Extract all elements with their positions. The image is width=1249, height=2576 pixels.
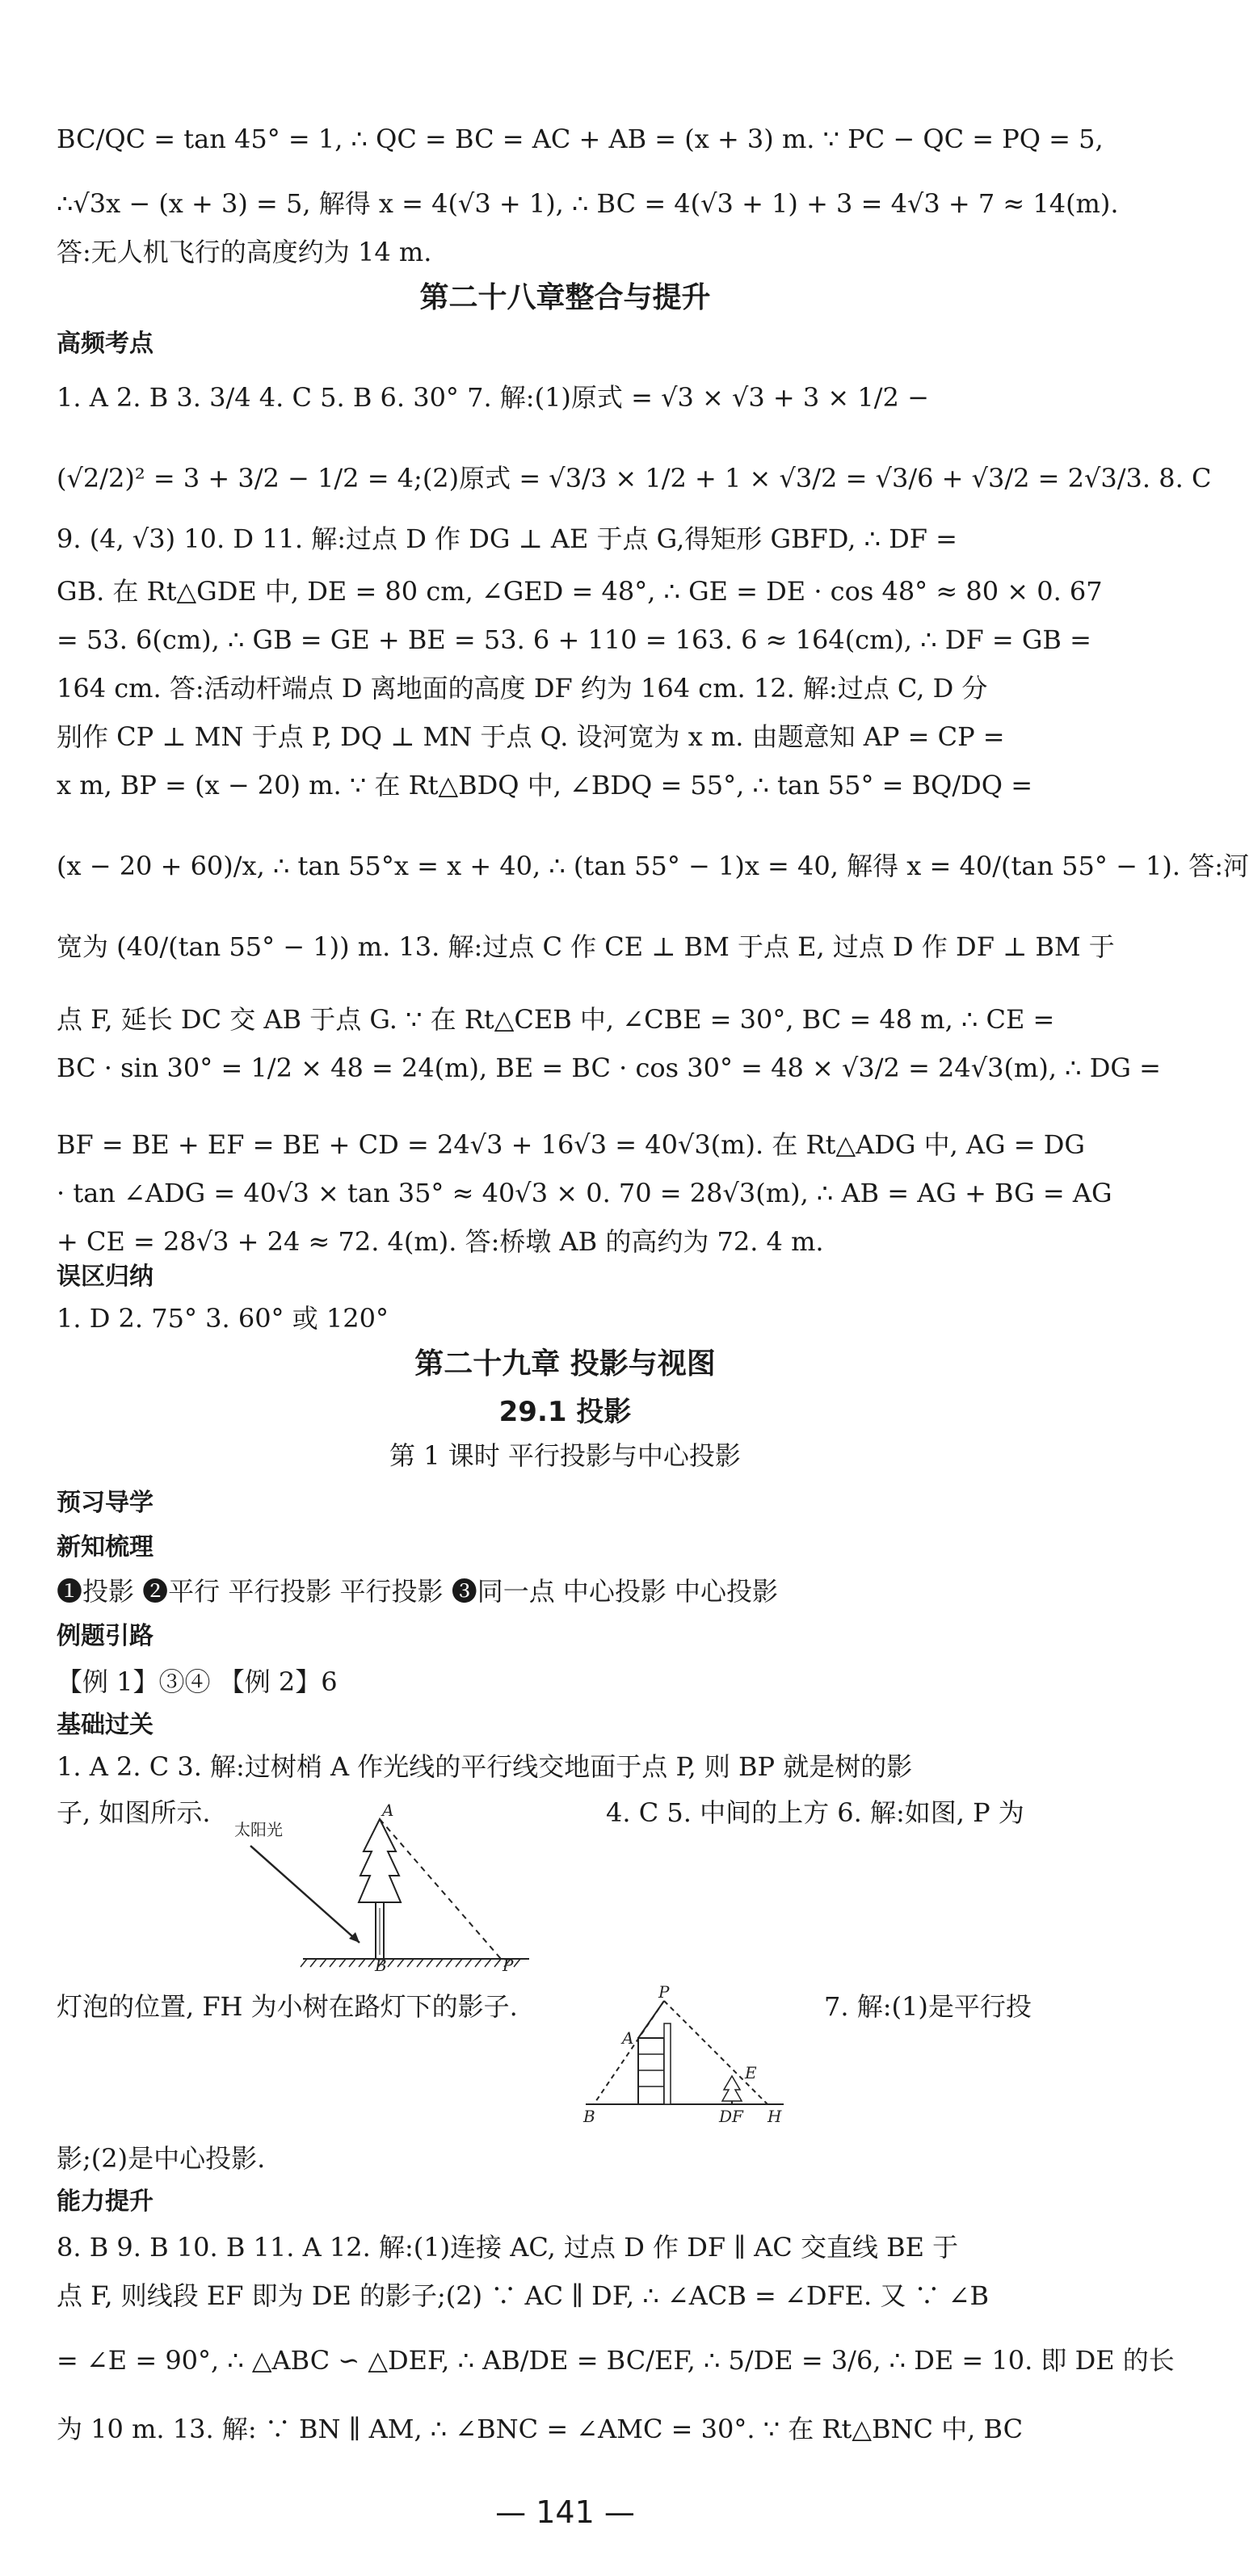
section-heading-high-freq: 高频考点 xyxy=(57,330,153,358)
point-label: A xyxy=(622,2028,634,2048)
text-line: 8. B 9. B 10. B 11. A 12. 解:(1)连接 AC, 过点 D 作 DF ∥ AC 交直线 BE 于 xyxy=(57,2232,959,2263)
chapter-28-title: 第二十八章整合与提升 xyxy=(419,281,711,314)
text-line: ❶投影 ❷平行 平行投影 平行投影 ❸同一点 中心投影 中心投影 xyxy=(57,1576,779,1607)
text-line: 答:无人机飞行的高度约为 14 m. xyxy=(57,237,432,267)
tree-shadow-figure xyxy=(226,1801,549,1975)
section-heading-basics: 基础过关 xyxy=(57,1711,153,1739)
chapter-29-title: 第二十九章 投影与视图 xyxy=(414,1347,716,1380)
text-line: 7. 解:(1)是平行投 xyxy=(824,1991,1032,2022)
point-label: B xyxy=(375,1956,387,1975)
text-line: (x − 20 + 60)/x, ∴ tan 55°x = x + 40, ∴ (tan 55° − 1)x = 40, 解得 x = 40/(tan 55° − 1). 答:河 xyxy=(57,851,1249,881)
text-line: BC · sin 30° = 1/2 × 48 = 24(m), BE = BC · cos 30° = 48 × √3/2 = 24√3(m), ∴ DG = xyxy=(57,1053,1161,1083)
text-line: = ∠E = 90°, ∴ △ABC ∽ △DEF, ∴ AB/DE = BC/EF, ∴ 5/DE = 3/6, ∴ DE = 10. 即 DE 的长 xyxy=(57,2345,1175,2376)
point-label: A xyxy=(382,1801,394,1820)
text-line: 1. D 2. 75° 3. 60° 或 120° xyxy=(57,1303,389,1334)
text-line: 子, 如图所示. xyxy=(57,1797,211,1828)
section-heading-ability: 能力提升 xyxy=(57,2187,153,2216)
text-line: ∴√3x − (x + 3) = 5, 解得 x = 4(√3 + 1), ∴ BC = 4(√3 + 1) + 3 = 4√3 + 7 ≈ 14(m). xyxy=(57,188,1119,219)
text-line: · tan ∠ADG = 40√3 × tan 35° ≈ 40√3 × 0. 70 = 28√3(m), ∴ AB = AG + BG = AG xyxy=(57,1178,1112,1208)
point-label: P xyxy=(658,1982,670,2002)
section-heading-mistakes: 误区归纳 xyxy=(57,1263,153,1291)
text-line: 灯泡的位置, FH 为小树在路灯下的影子. xyxy=(57,1991,518,2022)
lesson-title: 第 1 课时 平行投影与中心投影 xyxy=(389,1440,741,1471)
section-heading-preview: 预习导学 xyxy=(57,1489,153,1517)
point-label: D xyxy=(719,2107,733,2126)
text-line: 宽为 (40/(tan 55° − 1)) m. 13. 解:过点 C 作 CE ⊥ BM 于点 E, 过点 D 作 DF ⊥ BM 于 xyxy=(57,931,1115,962)
text-line: 4. C 5. 中间的上方 6. 解:如图, P 为 xyxy=(606,1797,1024,1828)
point-label: F xyxy=(732,2107,743,2126)
text-line: 别作 CP ⊥ MN 于点 P, DQ ⊥ MN 于点 Q. 设河宽为 x m. 由题意知 AP = CP = xyxy=(57,721,1005,752)
section-title: 29.1 投影 xyxy=(498,1396,632,1428)
text-line: 164 cm. 答:活动杆端点 D 离地面的高度 DF 约为 164 cm. 12. 解:过点 C, D 分 xyxy=(57,673,988,704)
lamp-shadow-figure xyxy=(574,1983,800,2124)
text-line: 影;(2)是中心投影. xyxy=(57,2143,266,2174)
text-line: 9. (4, √3) 10. D 11. 解:过点 D 作 DG ⊥ AE 于点 G,得矩形 GBFD, ∴ DF = xyxy=(57,523,957,554)
point-label: B xyxy=(583,2107,595,2126)
text-line: 为 10 m. 13. 解: ∵ BN ∥ AM, ∴ ∠BNC = ∠AMC = 30°. ∵ 在 Rt△BNC 中, BC xyxy=(57,2414,1024,2444)
text-line: GB. 在 Rt△GDE 中, DE = 80 cm, ∠GED = 48°, ∴ GE = DE · cos 48° ≈ 80 × 0. 67 xyxy=(57,576,1103,607)
section-heading-new-knowledge: 新知梳理 xyxy=(57,1533,153,1561)
text-line: x m, BP = (x − 20) m. ∵ 在 Rt△BDQ 中, ∠BDQ = 55°, ∴ tan 55° = BQ/DQ = xyxy=(57,770,1033,801)
point-label: P xyxy=(503,1956,514,1975)
page-number: — 141 — xyxy=(495,2494,635,2530)
sun-label: 太阳光 xyxy=(234,1820,283,1839)
text-line: 点 F, 延长 DC 交 AB 于点 G. ∵ 在 Rt△CEB 中, ∠CBE = 30°, BC = 48 m, ∴ CE = xyxy=(57,1004,1055,1035)
text-line: (√2/2)² = 3 + 3/2 − 1/2 = 4;(2)原式 = √3/3 × 1/2 + 1 × √3/2 = √3/6 + √3/2 = 2√3/3. 8. C xyxy=(57,463,1212,494)
point-label: E xyxy=(745,2063,757,2082)
point-label: H xyxy=(767,2107,782,2126)
section-heading-examples: 例题引路 xyxy=(57,1622,153,1650)
text-line: 1. A 2. C 3. 解:过树梢 A 作光线的平行线交地面于点 P, 则 BP 就是树的影 xyxy=(57,1751,913,1782)
text-line: 点 F, 则线段 EF 即为 DE 的影子;(2) ∵ AC ∥ DF, ∴ ∠ACB = ∠DFE. 又 ∵ ∠B xyxy=(57,2280,990,2311)
text-line: = 53. 6(cm), ∴ GB = GE + BE = 53. 6 + 110 = 163. 6 ≈ 164(cm), ∴ DF = GB = xyxy=(57,624,1091,655)
text-line: 1. A 2. B 3. 3/4 4. C 5. B 6. 30° 7. 解:(1)原式 = √3 × √3 + 3 × 1/2 − xyxy=(57,382,929,413)
text-line: BC/QC = tan 45° = 1, ∴ QC = BC = AC + AB = (x + 3) m. ∵ PC − QC = PQ = 5, xyxy=(57,124,1104,154)
text-line: BF = BE + EF = BE + CD = 24√3 + 16√3 = 40√3(m). 在 Rt△ADG 中, AG = DG xyxy=(57,1129,1085,1160)
text-line: + CE = 28√3 + 24 ≈ 72. 4(m). 答:桥墩 AB 的高约为 72. 4 m. xyxy=(57,1226,824,1257)
text-line: 【例 1】③④ 【例 2】6 xyxy=(57,1666,338,1697)
